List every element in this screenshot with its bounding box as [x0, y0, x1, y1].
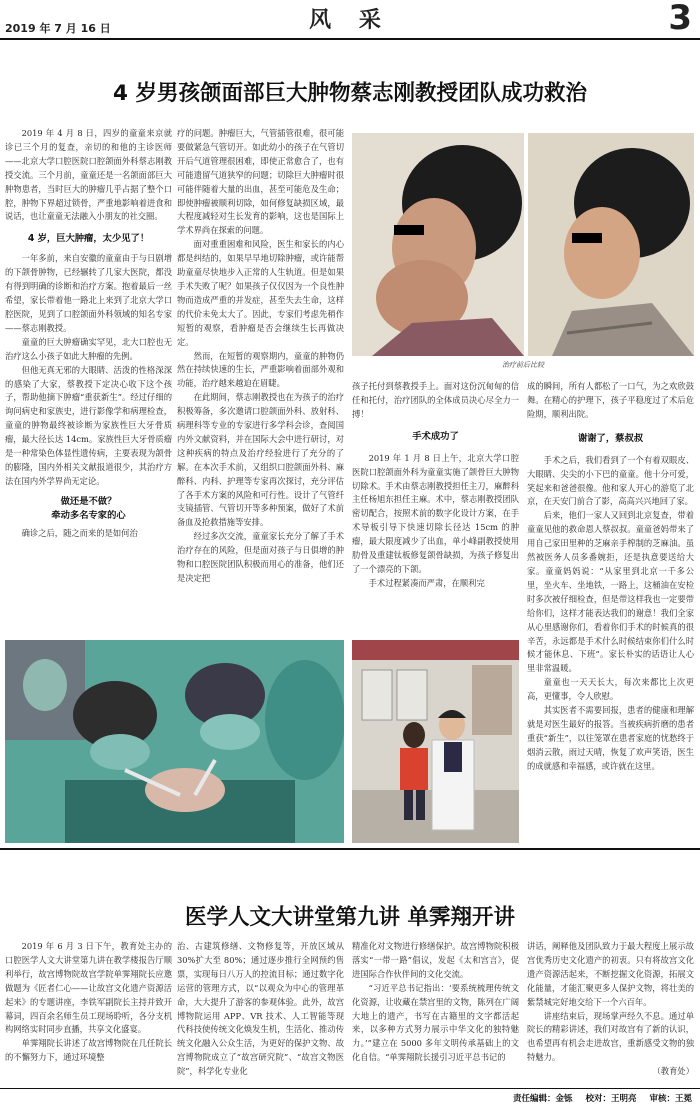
article1-intro: 2019 年 4 月 8 日，四岁的童童来京就诊已三个月的复查，亲切的和他的主诊医师——北京大学口腔医院口腔颌面外科蔡志刚教授交流。三个月前，童童还是一名颌面部巨大肿物患者，当时巨大的肿瘤几乎占据了整个口腔，肿物下界超过锁骨，严重地影响着进食和说话，也让童童无法融入小朋友的社交圈。	[5, 128, 172, 222]
paragraph: 童童也一天天长大，每次来都比上次更高，更懂事，令人欣慰。	[527, 677, 694, 702]
section-title: 风 采	[309, 7, 391, 33]
subheading-line: 牵动多名专家的心	[51, 509, 126, 521]
footer-editor: 责任编辑：金铄	[513, 1094, 573, 1104]
doctor-illustration	[352, 640, 519, 843]
doctor-with-child-photo	[352, 640, 519, 843]
footer-reviewer: 审核：王冕	[649, 1094, 692, 1104]
paragraph: 经过多次交流，童童家长充分了解了手术治疗存在的风险，但是面对孩子与日俱增的肿物和口腔医院团队积极而用心的准备，他们还是决定把	[177, 531, 344, 583]
paragraph: 2019 年 1 月 8 日上午，北京大学口腔医院口腔颌面外科为童童实施了颌骨巨大肿物切除术。手术由蔡志刚教授担任主刀，麻醉科主任杨旭东担任主麻。术中，蔡志刚教授团队密切配合，按照术前的数字化设计方案，在手术导板引导下快速切除长径达 15cm 的肿瘤，最大限度减少了出血，单小峰副教授使用肋骨及重建钛板修复颌骨缺损，为孩子修复出了一个漂亮的下颌。	[352, 452, 519, 574]
article1-headline: 4 岁男孩颌面部巨大肿物蔡志刚教授团队成功救治	[113, 81, 587, 106]
footer-rule	[0, 1088, 700, 1089]
paragraph: 讲座结束后，现场掌声经久不息。通过单院长的精彩讲述，我们对故宫有了新的认识，也希望再有机会走进故宫，重新感受文物的独特魅力。	[527, 1010, 694, 1063]
article1-column-1	[5, 127, 172, 541]
subheading-rare-tumor: 4 岁，巨大肿瘤，太少见了！	[27, 233, 150, 245]
paragraph: 确诊之后，随之而来的是如何治	[21, 527, 138, 538]
paragraph: 2019 年 6 月 3 日下午，教育处主办的口腔医学人文大讲堂第九讲在教学楼报告厅顺利举行，故宫博物院故宫学院单霁翔院长应邀做题为《匠者仁心——让故宫文化遗产资源活起来》的专题讲座，李铁军副院长主持并致开幕词，四百余名师生员工现场聆听，各分支机构网络实时同步直播，共享文化盛宴。	[5, 941, 172, 1035]
footer-credits	[513, 1092, 692, 1104]
surgery-photo	[5, 640, 344, 843]
subheading-thanks: 谢谢了，蔡叔叔	[577, 432, 644, 444]
paragraph: 成的瞬间，所有人都松了一口气，为之欢欣鼓舞。在精心的护理下，孩子平稳度过了术后危险期，顺利出院。	[527, 381, 694, 419]
paragraph: 手术过程紧凑而严肃，在顺利完	[368, 577, 485, 588]
subheading-line: 做还是不做？	[60, 495, 117, 507]
paragraph: 其实医者不需要回报，患者的健康和理解就是对医生最好的报答。当被疾病折磨的患者重获“新生”，以往笼罩在患者家庭的忧愁终于烟消云散，雨过天晴，恢复了欢声笑语，医生的成就感和幸福感，或许就在这里。	[527, 705, 694, 771]
paragraph: 治、古建筑修缮、文物修复等，开放区域从 30%扩大至 80%；通过逐步推行全网预约售票，实现每日八万人的控流目标；通过数字化运营的管理方式，以“以观众为中心的管理革命，大大提升了游客的参观体验。此外，故宫博物院运用 APP、VR 技术、人工智能等现代科技使传统文化焕发生机，生活化、推动传统文化融入公众生活，为更好的保护文物、故宫博物院成立了“故宫研究院”、“故宫文物医院”，科学化专业化	[177, 941, 344, 1077]
paragraph: 面对重重困难和风险，医生和家长的内心都是纠结的，如果早早地切除肿瘤，或许能帮助童童尽快地步入正常的人生轨道。但是如果手术失败了呢？如果孩子仅仅因为一个良性肿物而造成严重的并发症，甚至失去生命，这样的代价未免太大了。因此，专家们考虑先稍作短暂的观察，看肿瘤是否会继续生长再做决定。	[177, 239, 344, 347]
article2-column-3	[352, 940, 519, 1065]
article2-column-1	[5, 940, 172, 1065]
photo-caption: 治疗前后比较	[502, 361, 544, 369]
before-after-illustration	[352, 133, 694, 356]
page-number: 3	[668, 0, 692, 38]
paragraph: 后来，他们一家人又回到北京复查，带着童童见他的救命恩人蔡叔叔。童童爸妈带来了用自己家田里种的芝麻亲手榨制的芝麻油。虽然被医务人员多番婉拒，还是执意要送给大家。童童妈妈说：“从家里到北京一千多公里，坐火车、坐地铁，一路上，这桶油在安检时多次被仔细检查，但是带这样我也一定要带给你们，这样才能表达我们的谢意！我们全家从心里感谢你们，看着你们手术的时候真的很辛苦，永远都是手术什么时候结束你们什么时候才能休息、下班”。家长朴实的话语让人心里非常温暖。	[527, 510, 694, 674]
issue-date: 2019 年 7 月 16 日	[5, 22, 111, 35]
paragraph: “习近平总书记指出：‘要系统梳理传统文化资源，让收藏在禁宫里的文物，陈列在广阔大地上的遗产，书写在古籍里的文字都活起来，以多种方式努力展示中华文化的独特魅力。’”建立在 5000 多年文明传承基础上的文化自信。“单霁翔院长援引习近平总书记的	[352, 982, 519, 1063]
paragraph: 讲话，阐释他及团队致力于最大程度上展示故宫优秀历史文化遗产的初衷。只有将故宫文化遗产资源活起来，不断挖掘文化资源，拓展文化能量，才能汇聚更多人保护文物，将壮美的紫禁城完好地交给下一个六百年。	[527, 941, 694, 1007]
paragraph: 精准化对文物进行修缮保护。故宫博物院积极落实“一带一路”倡议，发起《太和宫言》，促进国际合作伙伴间的文化交流。	[352, 941, 519, 979]
paragraph: 疗的问题。肿瘤巨大，气管插管很难，很可能要做紧急气管切开。如此幼小的孩子在气管切开后气道管理很困难，即使正常愈合了，也有可能遗留气道狭窄的问题；切除巨大肿瘤时很可能伴随着大量的出血，甚至可能危及生命；即使肿瘤被顺利切除，如何修复缺损区域，最大程度减轻对生长发育的影响，这也是国际上学术界尚在探索的问题。	[177, 128, 344, 236]
surgery-illustration	[5, 640, 344, 843]
article1-column-3	[352, 380, 519, 591]
article2-column-2	[177, 940, 344, 1079]
paragraph: 但他无真无邪的大眼睛、活泼的性格深深的感染了大家，蔡教授下定决心收下这个孩子，帮助他摘下肿瘤“重获新生”。经过仔细的询问病史和家族史，进行影像学和病理检查，童童的肿物最终被诊断为家族性巨大牙骨质瘤，最大径长达 14cm。家族性巨大牙骨质瘤是一种常染色体显性遗传病，主要表现为颌骨的膨隆，国内外相关文献报道很少，其治疗方法在国内外学界尚无定论。	[5, 364, 172, 486]
article2-headline: 医学人文大讲堂第九讲 单霁翔开讲	[185, 905, 515, 930]
paragraph: 单霁翔院长讲述了故宫博物院在几任院长的不懈努力下，通过环境整	[5, 1038, 172, 1063]
paragraph: 在此期间，蔡志刚教授也在为孩子的治疗积极筹备，多次邀请口腔颌面外科、放射科、病理科等专业的专家进行多学科会诊，查阅国内外文献资料，并在国际大会中进行研讨，对这种疾病的特点及治疗经验进行了充分的了解。在本次手术前，又组织口腔颌面外科、麻醉科、内科、护理等专家再次探讨，充分评估了各手术方案的风险和可行性。设计了气管纤支镜插管、气管切开等多种预案，做好了术前备血及抢救措施等安排。	[177, 392, 344, 528]
article1-column-2	[177, 127, 344, 586]
paragraph: 手术之后，我们看到了一个有着双眼皮、大眼睛、尖尖的小下巴的童童。他十分可爱，笑起来和爸爸很像。他和家人开心的游览了北京，在天安门前合了影，高高兴兴地回了家。	[527, 454, 694, 507]
article-signature: （教育处）	[652, 1066, 694, 1077]
paragraph: 童童的巨大肿瘤确实罕见，北大口腔也无治疗这么小孩子如此大肿瘤的先例。	[5, 336, 172, 361]
subheading-surgery-success: 手术成功了	[412, 430, 459, 442]
paragraph: 孩子托付到蔡教授手上。面对这份沉甸甸的信任和托付，治疗团队的全体成员决心尽全力一搏！	[352, 381, 519, 419]
footer-proofreader: 校对：王明亮	[585, 1094, 637, 1104]
paragraph: 然而，在短暂的观察期内，童童的肿物仍然在持续快速的生长，严重影响着面部外观和功能，治疗越来越迫在眉睫。	[177, 350, 344, 389]
header-rule	[0, 38, 700, 40]
article2-column-4	[527, 940, 694, 1079]
section-divider	[0, 848, 700, 850]
paragraph: 一年多前，来自安徽的童童由于与日剧增的下颌骨肿物，已经辗转了几家大医院，都没有得到明确的诊断和治疗方案。抱着最后一丝希望，家长带着他一路北上来到了北京大学口腔医院，见到了口腔颌面外科领域的知名专家——蔡志刚教授。	[5, 253, 172, 333]
before-after-photo	[352, 133, 694, 356]
subheading-decision	[5, 495, 172, 523]
article1-column-4	[527, 380, 694, 774]
